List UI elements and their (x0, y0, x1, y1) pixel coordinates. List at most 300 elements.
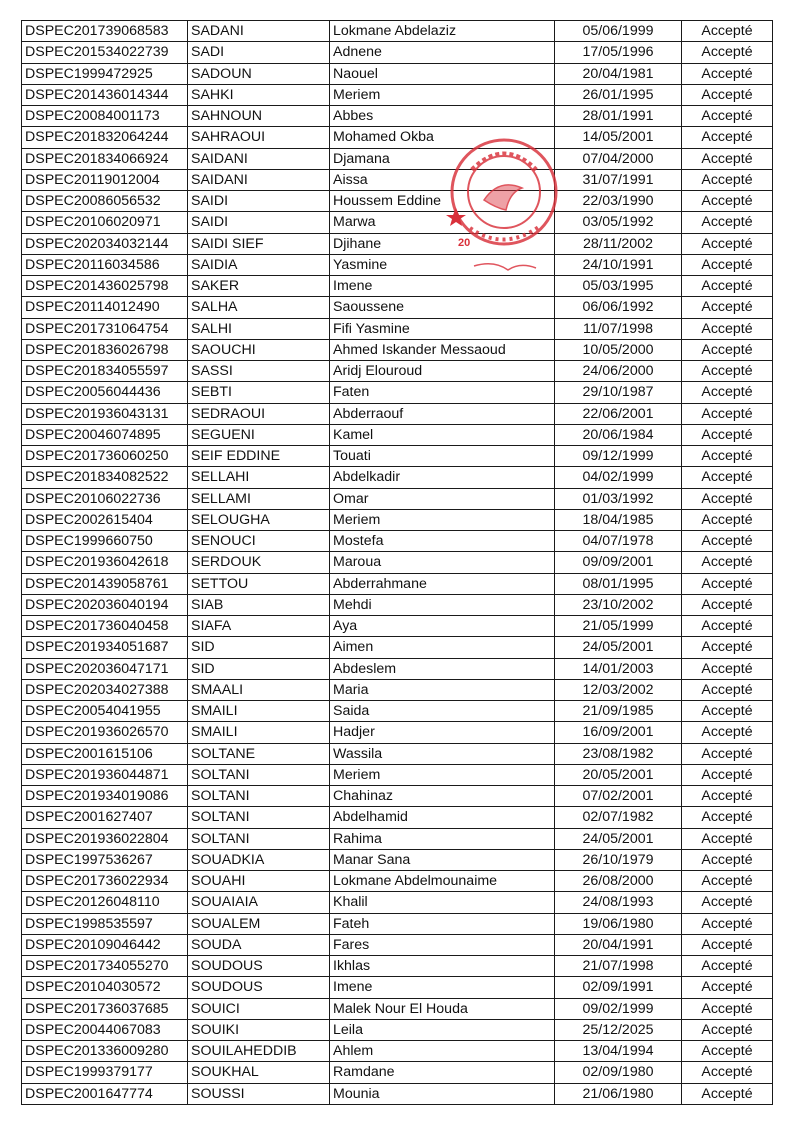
first-name-cell: Maria (330, 679, 555, 700)
first-name-cell: Djihane (330, 233, 555, 254)
status-cell: Accepté (682, 403, 773, 424)
birth-date-cell: 16/09/2001 (555, 722, 682, 743)
birth-date-cell: 04/02/1999 (555, 467, 682, 488)
code-cell: DSPEC20086056532 (22, 191, 188, 212)
first-name-cell: Ahlem (330, 1041, 555, 1062)
surname-cell: SEIF EDDINE (188, 446, 330, 467)
status-cell: Accepté (682, 148, 773, 169)
status-cell: Accepté (682, 254, 773, 275)
table-row (22, 318, 773, 339)
status-cell: Accepté (682, 1083, 773, 1104)
status-cell: Accepté (682, 807, 773, 828)
status-cell: Accepté (682, 84, 773, 105)
surname-cell: SOUSSI (188, 1083, 330, 1104)
code-cell: DSPEC20044067083 (22, 1019, 188, 1040)
surname-cell: SAHNOUN (188, 106, 330, 127)
first-name-cell: Imene (330, 977, 555, 998)
status-cell: Accepté (682, 106, 773, 127)
first-name-cell: Abdelhamid (330, 807, 555, 828)
birth-date-cell: 14/05/2001 (555, 127, 682, 148)
status-cell: Accepté (682, 998, 773, 1019)
status-cell: Accepté (682, 488, 773, 509)
surname-cell: SENOUCI (188, 531, 330, 552)
table-row (22, 1062, 773, 1083)
birth-date-cell: 05/03/1995 (555, 276, 682, 297)
first-name-cell: Marwa (330, 212, 555, 233)
code-cell: DSPEC1999660750 (22, 531, 188, 552)
birth-date-cell: 24/05/2001 (555, 828, 682, 849)
first-name-cell: Chahinaz (330, 786, 555, 807)
first-name-cell: Aya (330, 616, 555, 637)
first-name-cell: Mohamed Okba (330, 127, 555, 148)
table-row (22, 424, 773, 445)
table-row (22, 573, 773, 594)
birth-date-cell: 26/01/1995 (555, 84, 682, 105)
code-cell: DSPEC201736022934 (22, 871, 188, 892)
status-cell: Accepté (682, 1062, 773, 1083)
first-name-cell: Ikhlas (330, 956, 555, 977)
birth-date-cell: 11/07/1998 (555, 318, 682, 339)
candidates-table (21, 20, 773, 1105)
code-cell: DSPEC20084001173 (22, 106, 188, 127)
birth-date-cell: 28/01/1991 (555, 106, 682, 127)
code-cell: DSPEC20126048110 (22, 892, 188, 913)
status-cell: Accepté (682, 276, 773, 297)
status-cell: Accepté (682, 318, 773, 339)
code-cell: DSPEC1998535597 (22, 913, 188, 934)
code-cell: DSPEC1999379177 (22, 1062, 188, 1083)
birth-date-cell: 26/08/2000 (555, 871, 682, 892)
surname-cell: SAIDI (188, 212, 330, 233)
surname-cell: SOUADKIA (188, 849, 330, 870)
birth-date-cell: 02/09/1991 (555, 977, 682, 998)
first-name-cell: Meriem (330, 764, 555, 785)
table-row (22, 828, 773, 849)
first-name-cell: Fares (330, 934, 555, 955)
status-cell: Accepté (682, 233, 773, 254)
table-row (22, 42, 773, 63)
status-cell: Accepté (682, 701, 773, 722)
status-cell: Accepté (682, 424, 773, 445)
table-row (22, 764, 773, 785)
status-cell: Accepté (682, 212, 773, 233)
code-cell: DSPEC201936026570 (22, 722, 188, 743)
status-cell: Accepté (682, 191, 773, 212)
surname-cell: SOUIKI (188, 1019, 330, 1040)
status-cell: Accepté (682, 297, 773, 318)
surname-cell: SAIDIA (188, 254, 330, 275)
status-cell: Accepté (682, 956, 773, 977)
table-row (22, 679, 773, 700)
status-cell: Accepté (682, 786, 773, 807)
birth-date-cell: 13/04/1994 (555, 1041, 682, 1062)
birth-date-cell: 07/04/2000 (555, 148, 682, 169)
status-cell: Accepté (682, 913, 773, 934)
status-cell: Accepté (682, 21, 773, 42)
birth-date-cell: 24/06/2000 (555, 361, 682, 382)
surname-cell: SOLTANI (188, 764, 330, 785)
table-row (22, 871, 773, 892)
surname-cell: SAIDI (188, 191, 330, 212)
status-cell: Accepté (682, 977, 773, 998)
table-row (22, 403, 773, 424)
first-name-cell: Abderrahmane (330, 573, 555, 594)
code-cell: DSPEC20106020971 (22, 212, 188, 233)
birth-date-cell: 23/10/2002 (555, 594, 682, 615)
status-cell: Accepté (682, 361, 773, 382)
surname-cell: SAIDI SIEF (188, 233, 330, 254)
first-name-cell: Naouel (330, 63, 555, 84)
surname-cell: SADOUN (188, 63, 330, 84)
code-cell: DSPEC201436014344 (22, 84, 188, 105)
code-cell: DSPEC202036047171 (22, 658, 188, 679)
code-cell: DSPEC201734055270 (22, 956, 188, 977)
code-cell: DSPEC20109046442 (22, 934, 188, 955)
birth-date-cell: 31/07/1991 (555, 169, 682, 190)
first-name-cell: Abbes (330, 106, 555, 127)
surname-cell: SOLTANE (188, 743, 330, 764)
table-row (22, 594, 773, 615)
table-row (22, 467, 773, 488)
birth-date-cell: 09/09/2001 (555, 552, 682, 573)
code-cell: DSPEC201936044871 (22, 764, 188, 785)
birth-date-cell: 20/05/2001 (555, 764, 682, 785)
birth-date-cell: 20/06/1984 (555, 424, 682, 445)
surname-cell: SELLAHI (188, 467, 330, 488)
code-cell: DSPEC201934051687 (22, 637, 188, 658)
surname-cell: SOLTANI (188, 807, 330, 828)
surname-cell: SMAALI (188, 679, 330, 700)
code-cell: DSPEC20119012004 (22, 169, 188, 190)
code-cell: DSPEC201739068583 (22, 21, 188, 42)
status-cell: Accepté (682, 934, 773, 955)
first-name-cell: Lokmane Abdelaziz (330, 21, 555, 42)
birth-date-cell: 20/04/1981 (555, 63, 682, 84)
code-cell: DSPEC201832064244 (22, 127, 188, 148)
status-cell: Accepté (682, 446, 773, 467)
code-cell: DSPEC202036040194 (22, 594, 188, 615)
status-cell: Accepté (682, 42, 773, 63)
birth-date-cell: 14/01/2003 (555, 658, 682, 679)
surname-cell: SAIDANI (188, 169, 330, 190)
table-row (22, 1083, 773, 1104)
table-row (22, 509, 773, 530)
surname-cell: SETTOU (188, 573, 330, 594)
surname-cell: SID (188, 637, 330, 658)
code-cell: DSPEC201336009280 (22, 1041, 188, 1062)
table-row (22, 913, 773, 934)
surname-cell: SAOUCHI (188, 339, 330, 360)
surname-cell: SELLAMI (188, 488, 330, 509)
status-cell: Accepté (682, 467, 773, 488)
table-row (22, 658, 773, 679)
status-cell: Accepté (682, 679, 773, 700)
status-cell: Accepté (682, 828, 773, 849)
birth-date-cell: 29/10/1987 (555, 382, 682, 403)
surname-cell: SEBTI (188, 382, 330, 403)
status-cell: Accepté (682, 169, 773, 190)
code-cell: DSPEC2001615106 (22, 743, 188, 764)
birth-date-cell: 03/05/1992 (555, 212, 682, 233)
code-cell: DSPEC201934019086 (22, 786, 188, 807)
birth-date-cell: 21/09/1985 (555, 701, 682, 722)
code-cell: DSPEC201736037685 (22, 998, 188, 1019)
birth-date-cell: 02/09/1980 (555, 1062, 682, 1083)
first-name-cell: Saida (330, 701, 555, 722)
surname-cell: SOUAIAIA (188, 892, 330, 913)
code-cell: DSPEC202034027388 (22, 679, 188, 700)
surname-cell: SOUAHI (188, 871, 330, 892)
first-name-cell: Meriem (330, 509, 555, 530)
first-name-cell: Rahima (330, 828, 555, 849)
code-cell: DSPEC2002615404 (22, 509, 188, 530)
table-row (22, 276, 773, 297)
table-row (22, 148, 773, 169)
birth-date-cell: 24/05/2001 (555, 637, 682, 658)
code-cell: DSPEC201834066924 (22, 148, 188, 169)
birth-date-cell: 08/01/1995 (555, 573, 682, 594)
surname-cell: SOLTANI (188, 828, 330, 849)
surname-cell: SADANI (188, 21, 330, 42)
status-cell: Accepté (682, 743, 773, 764)
birth-date-cell: 10/05/2000 (555, 339, 682, 360)
code-cell: DSPEC201736060250 (22, 446, 188, 467)
first-name-cell: Leila (330, 1019, 555, 1040)
surname-cell: SADI (188, 42, 330, 63)
table-row (22, 743, 773, 764)
code-cell: DSPEC1997536267 (22, 849, 188, 870)
first-name-cell: Abdeslem (330, 658, 555, 679)
table-row (22, 84, 773, 105)
first-name-cell: Omar (330, 488, 555, 509)
status-cell: Accepté (682, 637, 773, 658)
table-row (22, 106, 773, 127)
first-name-cell: Mehdi (330, 594, 555, 615)
code-cell: DSPEC201936022804 (22, 828, 188, 849)
status-cell: Accepté (682, 1019, 773, 1040)
status-cell: Accepté (682, 339, 773, 360)
code-cell: DSPEC20104030572 (22, 977, 188, 998)
status-cell: Accepté (682, 722, 773, 743)
table-row (22, 63, 773, 84)
surname-cell: SID (188, 658, 330, 679)
status-cell: Accepté (682, 63, 773, 84)
surname-cell: SIAB (188, 594, 330, 615)
surname-cell: SELOUGHA (188, 509, 330, 530)
status-cell: Accepté (682, 616, 773, 637)
table-row (22, 998, 773, 1019)
code-cell: DSPEC201834082522 (22, 467, 188, 488)
code-cell: DSPEC20116034586 (22, 254, 188, 275)
table-row (22, 488, 773, 509)
surname-cell: SIAFA (188, 616, 330, 637)
table-row (22, 786, 773, 807)
table-row (22, 616, 773, 637)
birth-date-cell: 21/07/1998 (555, 956, 682, 977)
surname-cell: SALHI (188, 318, 330, 339)
table-row (22, 127, 773, 148)
first-name-cell: Yasmine (330, 254, 555, 275)
status-cell: Accepté (682, 892, 773, 913)
surname-cell: SOUDOUS (188, 977, 330, 998)
surname-cell: SOUALEM (188, 913, 330, 934)
surname-cell: SAHRAOUI (188, 127, 330, 148)
code-cell: DSPEC201834055597 (22, 361, 188, 382)
status-cell: Accepté (682, 1041, 773, 1062)
table-row (22, 339, 773, 360)
first-name-cell: Fateh (330, 913, 555, 934)
birth-date-cell: 07/02/2001 (555, 786, 682, 807)
code-cell: DSPEC201936043131 (22, 403, 188, 424)
status-cell: Accepté (682, 594, 773, 615)
code-cell: DSPEC2001627407 (22, 807, 188, 828)
surname-cell: SEGUENI (188, 424, 330, 445)
first-name-cell: Hadjer (330, 722, 555, 743)
first-name-cell: Aridj Elouroud (330, 361, 555, 382)
code-cell: DSPEC20054041955 (22, 701, 188, 722)
surname-cell: SOUDOUS (188, 956, 330, 977)
table-row (22, 637, 773, 658)
birth-date-cell: 09/12/1999 (555, 446, 682, 467)
code-cell: DSPEC201736040458 (22, 616, 188, 637)
code-cell: DSPEC20114012490 (22, 297, 188, 318)
table-row (22, 233, 773, 254)
birth-date-cell: 24/08/1993 (555, 892, 682, 913)
birth-date-cell: 24/10/1991 (555, 254, 682, 275)
birth-date-cell: 06/06/1992 (555, 297, 682, 318)
birth-date-cell: 19/06/1980 (555, 913, 682, 934)
status-cell: Accepté (682, 871, 773, 892)
first-name-cell: Houssem Eddine (330, 191, 555, 212)
surname-cell: SERDOUK (188, 552, 330, 573)
status-cell: Accepté (682, 764, 773, 785)
code-cell: DSPEC201436025798 (22, 276, 188, 297)
stamp-mark: 20 (458, 237, 471, 249)
first-name-cell: Meriem (330, 84, 555, 105)
birth-date-cell: 23/08/1982 (555, 743, 682, 764)
table-row (22, 382, 773, 403)
code-cell: DSPEC201936042618 (22, 552, 188, 573)
birth-date-cell: 20/04/1991 (555, 934, 682, 955)
birth-date-cell: 12/03/2002 (555, 679, 682, 700)
status-cell: Accepté (682, 382, 773, 403)
status-cell: Accepté (682, 552, 773, 573)
surname-cell: SASSI (188, 361, 330, 382)
table-row (22, 531, 773, 552)
status-cell: Accepté (682, 849, 773, 870)
status-cell: Accepté (682, 531, 773, 552)
first-name-cell: Ahmed Iskander Messaoud (330, 339, 555, 360)
first-name-cell: Ramdane (330, 1062, 555, 1083)
table-row (22, 1041, 773, 1062)
first-name-cell: Mostefa (330, 531, 555, 552)
first-name-cell: Saoussene (330, 297, 555, 318)
table-row (22, 297, 773, 318)
first-name-cell: Khalil (330, 892, 555, 913)
table-row (22, 977, 773, 998)
code-cell: DSPEC201439058761 (22, 573, 188, 594)
birth-date-cell: 04/07/1978 (555, 531, 682, 552)
table-row (22, 552, 773, 573)
code-cell: DSPEC20106022736 (22, 488, 188, 509)
table-row (22, 254, 773, 275)
code-cell: DSPEC202034032144 (22, 233, 188, 254)
surname-cell: SAHKI (188, 84, 330, 105)
first-name-cell: Djamana (330, 148, 555, 169)
status-cell: Accepté (682, 658, 773, 679)
birth-date-cell: 18/04/1985 (555, 509, 682, 530)
surname-cell: SAIDANI (188, 148, 330, 169)
table-body (22, 21, 773, 1105)
birth-date-cell: 25/12/2025 (555, 1019, 682, 1040)
first-name-cell: Abderraouf (330, 403, 555, 424)
birth-date-cell: 01/03/1992 (555, 488, 682, 509)
table-row (22, 807, 773, 828)
first-name-cell: Aimen (330, 637, 555, 658)
first-name-cell: Abdelkadir (330, 467, 555, 488)
first-name-cell: Manar Sana (330, 849, 555, 870)
first-name-cell: Touati (330, 446, 555, 467)
surname-cell: SEDRAOUI (188, 403, 330, 424)
table-row (22, 1019, 773, 1040)
birth-date-cell: 22/06/2001 (555, 403, 682, 424)
code-cell: DSPEC20046074895 (22, 424, 188, 445)
surname-cell: SOUICI (188, 998, 330, 1019)
code-cell: DSPEC201534022739 (22, 42, 188, 63)
birth-date-cell: 17/05/1996 (555, 42, 682, 63)
birth-date-cell: 09/02/1999 (555, 998, 682, 1019)
first-name-cell: Malek Nour El Houda (330, 998, 555, 1019)
first-name-cell: Lokmane Abdelmounaime (330, 871, 555, 892)
table-row (22, 361, 773, 382)
table-row (22, 956, 773, 977)
birth-date-cell: 02/07/1982 (555, 807, 682, 828)
status-cell: Accepté (682, 127, 773, 148)
birth-date-cell: 21/06/1980 (555, 1083, 682, 1104)
first-name-cell: Imene (330, 276, 555, 297)
table-row (22, 892, 773, 913)
first-name-cell: Kamel (330, 424, 555, 445)
first-name-cell: Aissa (330, 169, 555, 190)
table-row (22, 191, 773, 212)
surname-cell: SMAILI (188, 722, 330, 743)
table-row (22, 21, 773, 42)
surname-cell: SAKER (188, 276, 330, 297)
first-name-cell: Wassila (330, 743, 555, 764)
surname-cell: SOLTANI (188, 786, 330, 807)
table-row (22, 212, 773, 233)
code-cell: DSPEC2001647774 (22, 1083, 188, 1104)
table-row (22, 934, 773, 955)
birth-date-cell: 22/03/1990 (555, 191, 682, 212)
table-row (22, 446, 773, 467)
code-cell: DSPEC201731064754 (22, 318, 188, 339)
table-row (22, 701, 773, 722)
code-cell: DSPEC1999472925 (22, 63, 188, 84)
surname-cell: SOUDA (188, 934, 330, 955)
status-cell: Accepté (682, 573, 773, 594)
first-name-cell: Maroua (330, 552, 555, 573)
birth-date-cell: 05/06/1999 (555, 21, 682, 42)
first-name-cell: Mounia (330, 1083, 555, 1104)
status-cell: Accepté (682, 509, 773, 530)
surname-cell: SOUKHAL (188, 1062, 330, 1083)
code-cell: DSPEC20056044436 (22, 382, 188, 403)
first-name-cell: Fifi Yasmine (330, 318, 555, 339)
surname-cell: SALHA (188, 297, 330, 318)
birth-date-cell: 28/11/2002 (555, 233, 682, 254)
surname-cell: SOUILAHEDDIB (188, 1041, 330, 1062)
